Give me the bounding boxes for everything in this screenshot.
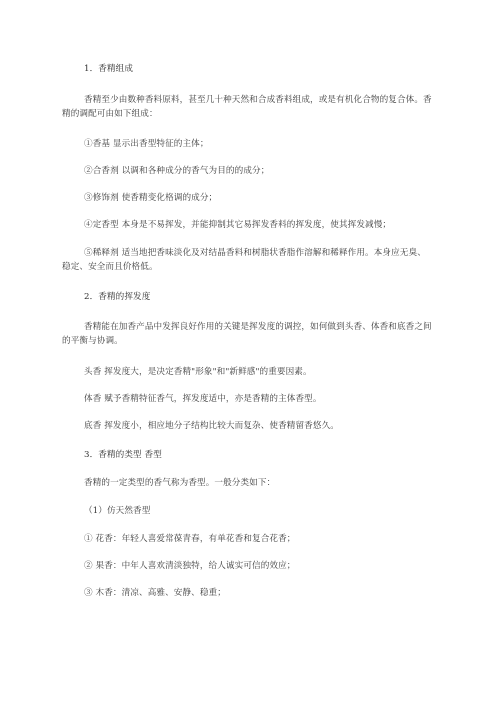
section-3-item-2: ② 果香：中年人喜欢清淡独特，给人诚实可信的效应； (84, 561, 296, 571)
section-3-item-3: ③ 木香：清凉、高雅、安静、稳重； (84, 588, 226, 598)
section-3-subheading: （1）仿天然香型 (84, 506, 151, 516)
section-1-heading: 1．香精组成 (84, 64, 134, 74)
section-3-heading: 3．香精的类型 香型 (84, 450, 162, 460)
section-1-item-3: ③修饰剂 使香精变化格调的成分； (84, 193, 218, 203)
section-2-item-2: 体香 赋予香精特征香气，挥发度适中，亦是香精的主体香型。 (84, 394, 322, 404)
section-1-item-5: ⑤稀释剂 适当地把香味淡化及对结晶香料和树脂状香脂作溶解和稀释作用。本身应无臭、稳定、安全而且价格低。 (62, 248, 426, 272)
section-2-heading: 2．香精的挥发度 (84, 292, 151, 302)
section-1-item-4: ④定香型 本身是不易挥发，并能抑制其它易挥发香料的挥发度，使其挥发减慢； (84, 220, 392, 230)
section-3-item-1: ① 花香：年轻人喜爱常葆青春，有单花香和复合花香； (84, 534, 296, 544)
section-1-item-1: ①香基 显示出香型特征的主体； (84, 139, 209, 149)
section-1-item-2: ②合香剂 以调和各种成分的香气为目的的成分； (84, 166, 270, 176)
section-2-intro: 香精能在加香产品中发挥良好作用的关键是挥发度的调控，如何做到头香、体香和底香之间的平衡与协调。 (62, 322, 432, 346)
section-1-intro: 香精至少由数种香料原料，甚至几十种天然和合成香料组成，或是有机化合物的复合体。香精的调配可由如下组成： (62, 95, 432, 119)
section-3-intro: 香精的一定类型的香气称为香型。一般分类如下： (84, 478, 276, 488)
section-2-item-3: 底香 挥发度小，相应地分子结构比较大而复杂、使香精留香悠久。 (84, 421, 339, 431)
section-2-item-1: 头香 挥发度大，是决定香精"形象"和"新鲜感"的重要因素。 (84, 367, 312, 377)
